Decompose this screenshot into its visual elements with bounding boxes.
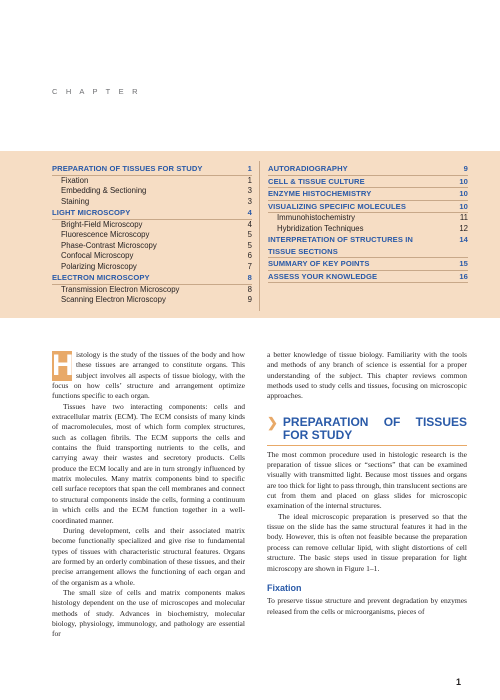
toc-entry-page: 9: [247, 295, 252, 304]
toc-entry-page: 5: [247, 230, 252, 239]
toc-subsection-entry[interactable]: [52, 241, 252, 252]
toc-entry-page: 4: [247, 219, 252, 229]
toc-entry-label: CELL & TISSUE CULTURE: [268, 176, 365, 186]
toc-entry-page: 3: [247, 186, 252, 195]
toc-section-entry[interactable]: [268, 201, 468, 214]
intro-paragraph: H istology is the study of the tissues of the body and how these tissues are arranged to constitute organs. This subject involves all aspects of tissue biology, with the focus on how cells’ structure and arrangement optimize functions specific to each organ.: [52, 349, 245, 401]
toc-subsection-entry[interactable]: [52, 251, 252, 262]
toc-entry-label: LIGHT MICROSCOPY: [52, 208, 131, 217]
toc-section-entry[interactable]: [268, 258, 468, 271]
toc-left-column: [52, 163, 252, 306]
body-paragraph: The most common procedure used in histologic research is the preparation of tissue slices or “sections” that can be examined visually with transmitted light. Because most tissues and organs are too thick for light to pass through, thin translucent sections are cut from them and placed on glass slides for microscopic examination of the internal structures.: [267, 449, 467, 511]
toc-entry-page: 12: [459, 223, 468, 233]
toc-entry-page: 6: [247, 251, 252, 260]
toc-subsection-entry[interactable]: [268, 213, 468, 224]
section-heading-text: PREPARATION OF TISSUES FOR STUDY: [282, 414, 467, 442]
toc-entry-label: Hybridization Techniques: [277, 223, 364, 233]
body-paragraph: a better knowledge of tissue biology. Familiarity with the tools and methods of any branch of science is essential for a proper understanding of the subject. This chapter reviews common methods used to study cells and tissues, focusing on microscopic approaches.: [267, 350, 467, 401]
toc-entry-page: 14: [459, 235, 468, 244]
toc-entry-label: VISUALIZING SPECIFIC MOLECULES: [268, 201, 407, 211]
page-number: 1: [456, 677, 462, 687]
toc-entry-page: 10: [459, 201, 468, 211]
toc-entry-label: Fixation: [61, 175, 89, 185]
toc-entry-label: Phase-Contrast Microscopy: [61, 240, 157, 250]
drop-cap: H: [52, 349, 74, 382]
section-heading: [267, 416, 467, 446]
table-of-contents: [0, 151, 500, 318]
toc-entry-label: Transmission Electron Microscopy: [61, 284, 180, 294]
body-paragraph: To preserve tissue structure and prevent degradation by enzymes released from the cells or microorganisms, pieces of: [267, 596, 467, 616]
toc-entry-label: Immunohistochemistry: [277, 213, 355, 222]
toc-entry-page: 1: [247, 175, 252, 185]
toc-entry-page: 9: [463, 164, 468, 173]
chapter-label: C H A P T E R: [52, 87, 141, 96]
toc-entry-label: AUTORADIOGRAPHY: [268, 164, 348, 173]
body-paragraph: Tissues have two interacting components: cells and extracellular matrix (ECM). The ECM consists of many kinds of macromolecules, most of which form complex structures, such as collagen fibrils. The ECM supports the cells and contains the fluid transporting nutrients to the cells, and carrying away their wastes and secretory products. Cells produce the ECM locally and are in turn strongly influenced by matrix molecules. Many matrix components bind to specific cell surface receptors that span the cell membranes and connect to structural components inside the cells, forming a continuum in which cells and the ECM function together in a well-coordinated manner.: [52, 401, 245, 525]
toc-entry-page: 10: [459, 189, 468, 198]
toc-entry-page: 3: [247, 196, 252, 206]
toc-section-entry[interactable]: [268, 176, 468, 189]
toc-subsection-entry[interactable]: [52, 230, 252, 241]
toc-entry-page: 4: [247, 208, 252, 217]
toc-section-entry[interactable]: [52, 207, 252, 220]
toc-entry-page: 15: [459, 259, 468, 268]
sub-heading: Fixation: [267, 582, 302, 593]
toc-entry-label: Staining: [61, 196, 90, 206]
toc-entry-page: 7: [247, 261, 252, 271]
toc-entry-label: Confocal Microscopy: [61, 251, 134, 260]
toc-entry-page: 11: [459, 213, 468, 222]
toc-section-entry[interactable]: [268, 163, 468, 176]
body-left-column: [52, 350, 245, 640]
toc-entry-label: Scanning Electron Microscopy: [61, 295, 166, 304]
toc-subsection-entry[interactable]: [52, 197, 252, 208]
body-right-column: [267, 350, 467, 617]
toc-subsection-entry[interactable]: [268, 224, 468, 235]
toc-entry-label: INTERPRETATION OF STRUCTURES IN TISSUE SECTIONS: [268, 235, 413, 256]
toc-entry-label: Polarizing Microscopy: [61, 261, 137, 271]
toc-subsection-entry[interactable]: [52, 262, 252, 273]
toc-entry-page: 1: [247, 164, 252, 173]
toc-section-entry[interactable]: [52, 163, 252, 176]
toc-entry-label: PREPARATION OF TISSUES FOR STUDY: [52, 164, 203, 173]
toc-subsection-entry[interactable]: [52, 295, 252, 306]
toc-section-entry[interactable]: [268, 188, 468, 201]
toc-entry-label: SUMMARY OF KEY POINTS: [268, 259, 370, 268]
toc-section-entry[interactable]: [268, 271, 468, 284]
toc-entry-label: ASSESS YOUR KNOWLEDGE: [268, 271, 378, 281]
toc-entry-page: 16: [459, 271, 468, 281]
toc-subsection-entry[interactable]: [52, 176, 252, 187]
toc-subsection-entry[interactable]: [52, 285, 252, 296]
toc-entry-label: ELECTRON MICROSCOPY: [52, 273, 150, 282]
toc-entry-page: 8: [247, 284, 252, 294]
toc-section-entry[interactable]: [268, 234, 468, 258]
toc-subsection-entry[interactable]: [52, 186, 252, 197]
toc-entry-page: 10: [459, 176, 468, 186]
toc-entry-label: Embedding & Sectioning: [61, 186, 147, 195]
toc-section-entry[interactable]: [52, 272, 252, 285]
toc-entry-page: 8: [247, 273, 252, 282]
toc-entry-label: Fluorescence Microscopy: [61, 230, 150, 239]
toc-entry-page: 5: [247, 240, 252, 250]
chevron-right-icon: ❯: [267, 414, 278, 430]
body-paragraph: During development, cells and their associated matrix become functionally specialized and give rise to fundamental types of tissues with characteristic structural features. Organs are formed by an orderly combination of these tissues, and their precise arrangement allows the functioning of each organ and of the organism as a whole.: [52, 525, 245, 587]
toc-entry-label: Bright-Field Microscopy: [61, 219, 143, 229]
toc-entry-label: ENZYME HISTOCHEMISTRY: [268, 189, 372, 198]
toc-subsection-entry[interactable]: [52, 220, 252, 231]
body-paragraph: The small size of cells and matrix components makes histology dependent on the use of microscopes and molecular methods of study. Advances in biochemistry, molecular biology, physiology, immunology, and pathology are essential for: [52, 587, 245, 639]
body-paragraph: The ideal microscopic preparation is preserved so that the tissue on the slide has the same structural features it had in the body. However, this is often not feasible because the preparation process can remove cellular lipid, with slight distortions of cell structure. The basic steps used in tissue preparation for light microscopy are shown in Figure 1–1.: [267, 511, 467, 573]
toc-right-column: [268, 163, 468, 283]
toc-divider: [259, 161, 260, 311]
